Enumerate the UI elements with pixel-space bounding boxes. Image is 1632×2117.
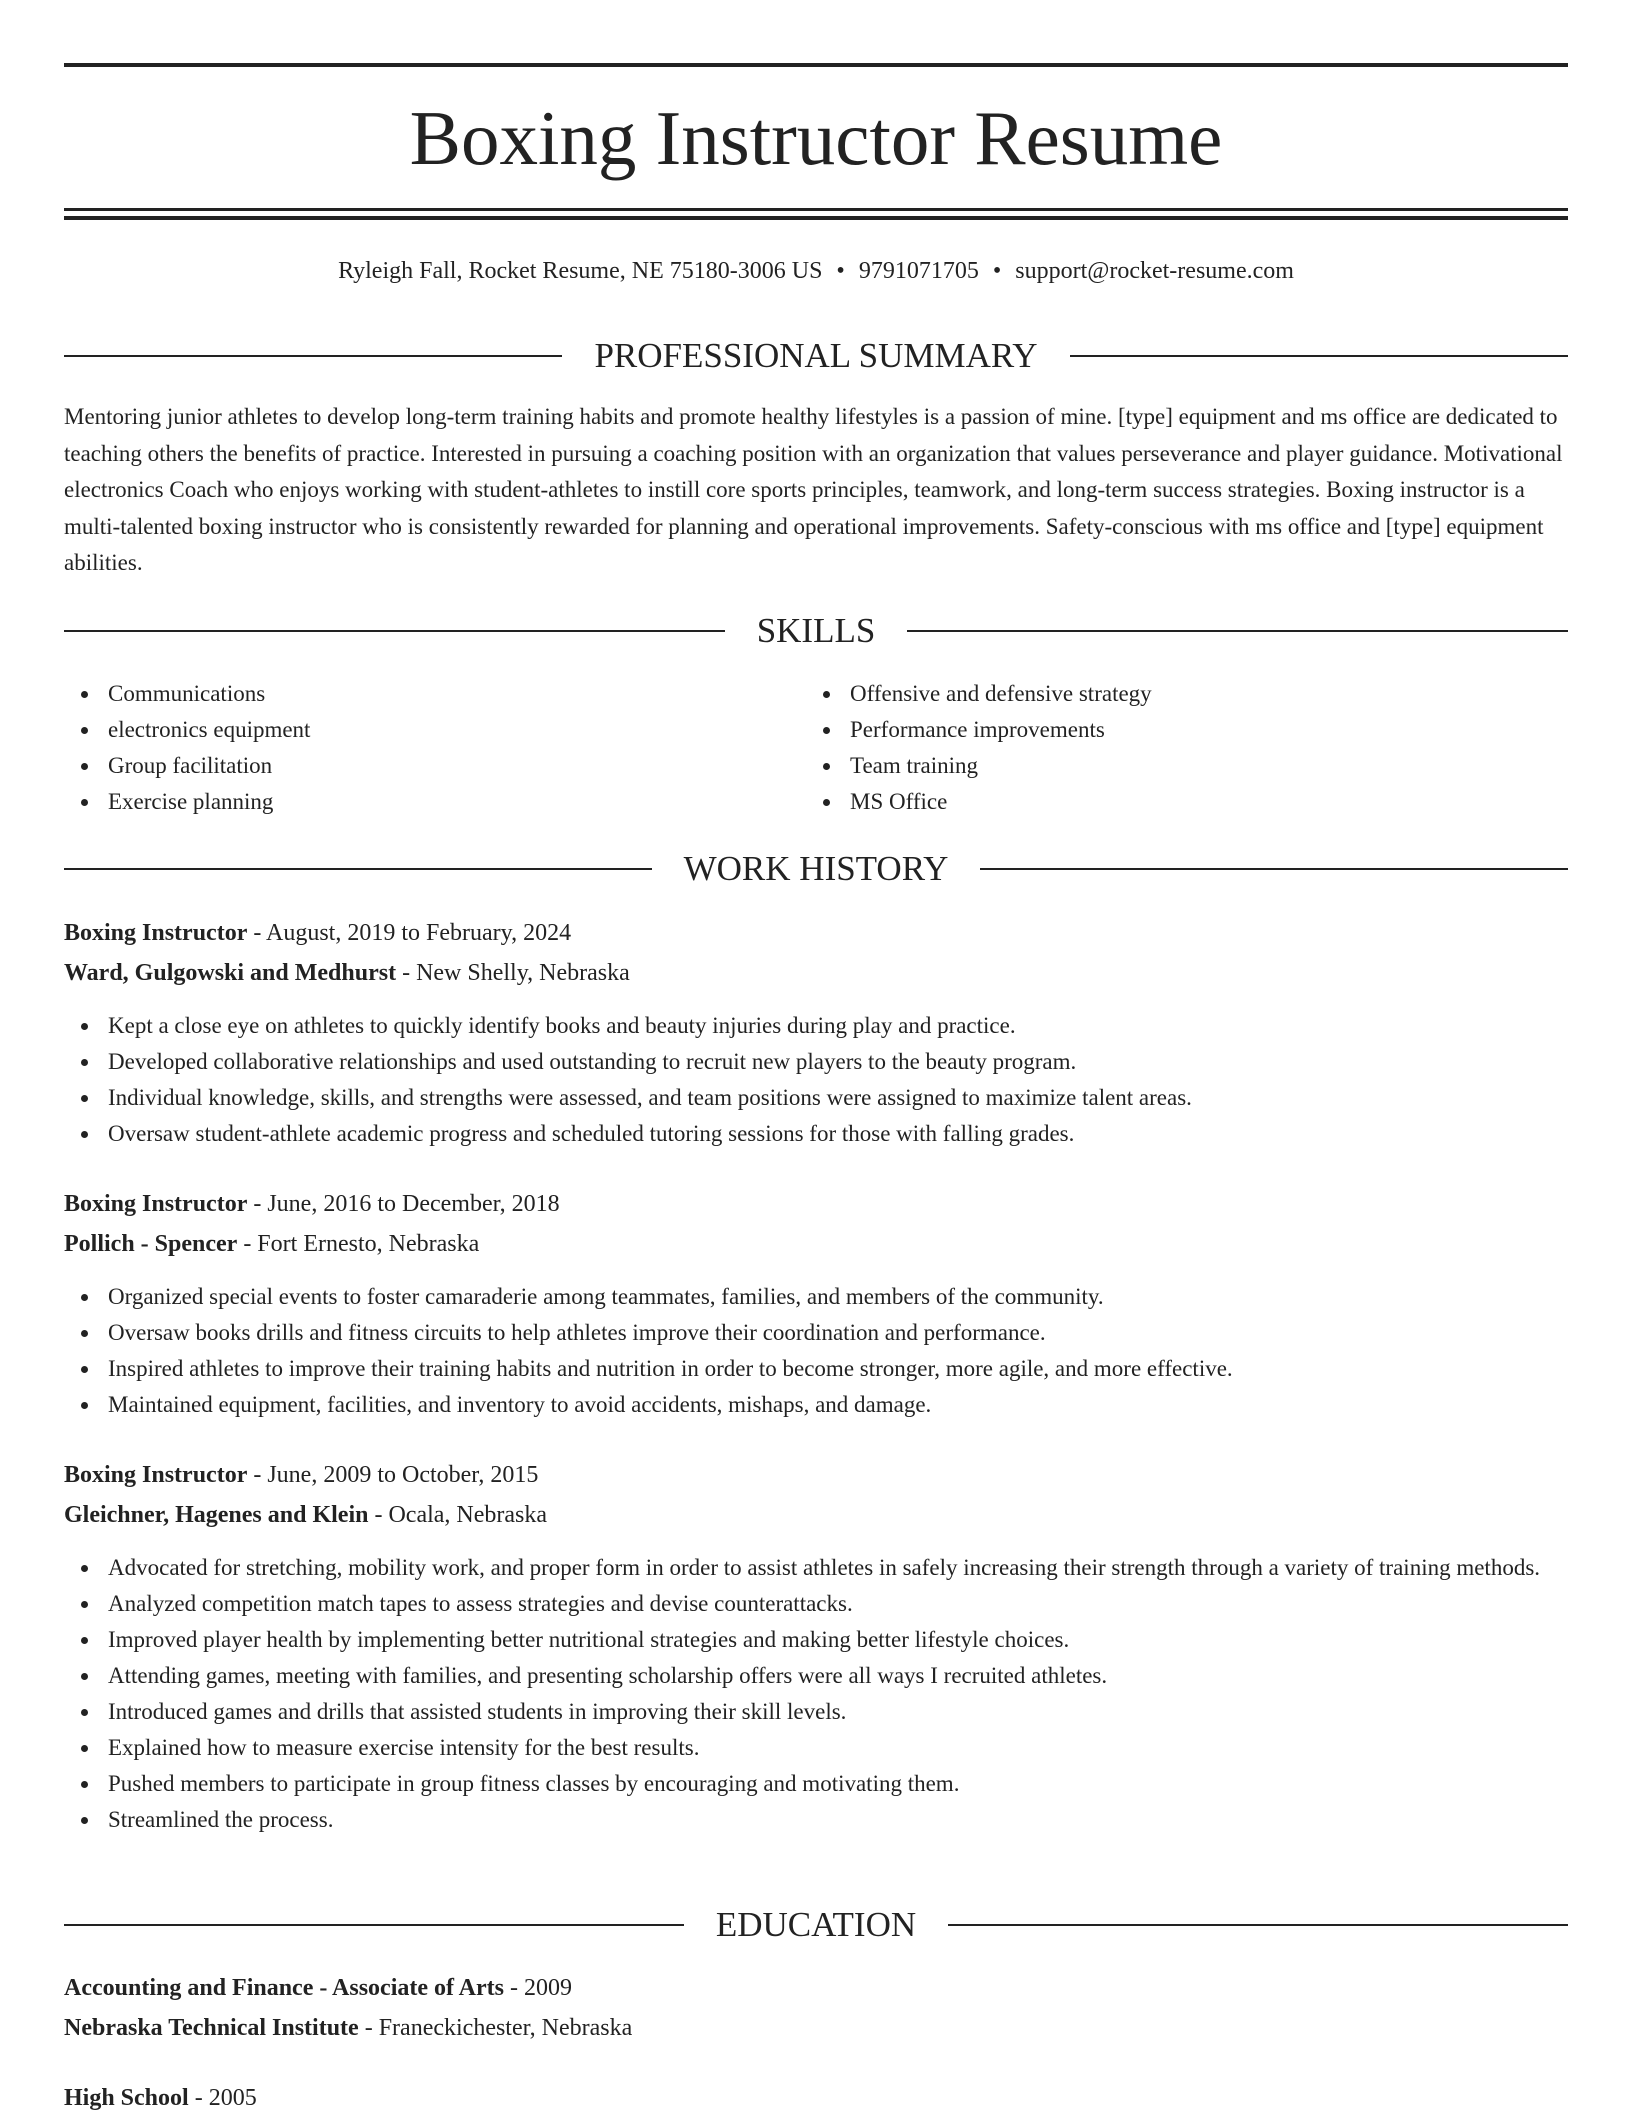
job-dates: - June, 2016 to December, 2018: [247, 1191, 560, 1217]
title-rule-lower: [64, 216, 1568, 220]
heading-rule: [907, 630, 1568, 632]
job-title: Boxing Instructor: [64, 1462, 248, 1488]
skills-list-right: [806, 676, 1546, 820]
section-title: WORK HISTORY: [683, 849, 949, 888]
job-bullet: Maintained equipment, facilities, and inventory to avoid accidents, mishaps, and damage.: [64, 1387, 1568, 1423]
education-degree: High School: [64, 2085, 189, 2111]
job-title: Boxing Instructor: [64, 920, 248, 946]
section-heading-skills: [64, 609, 1568, 653]
education-year: - 2005: [188, 2085, 257, 2111]
job-title-line: [64, 1185, 1568, 1223]
heading-rule: [980, 868, 1568, 870]
job-bullet: Kept a close eye on athletes to quickly identify books and beauty injuries during play and practice.: [64, 1008, 1568, 1044]
education-location: - Franeckichester, Nebraska: [358, 2015, 633, 2041]
heading-rule: [64, 1924, 684, 1926]
skill-item: Offensive and defensive strategy: [806, 676, 1546, 712]
job-bullet: Advocated for stretching, mobility work, and proper form in order to assist athletes in safely increasing their strength through a variety of training methods.: [64, 1550, 1568, 1586]
job-bullet: Organized special events to foster camaraderie among teammates, families, and members of the community.: [64, 1279, 1568, 1315]
job-bullets: [64, 1279, 1568, 1423]
job-bullet: Inspired athletes to improve their training habits and nutrition in order to become stronger, more agile, and more effective.: [64, 1351, 1568, 1387]
job-bullet: Analyzed competition match tapes to assess strategies and devise counterattacks.: [64, 1586, 1568, 1622]
job-location: - New Shelly, Nebraska: [396, 960, 630, 986]
skill-item: electronics equipment: [64, 712, 804, 748]
job-title-line: [64, 914, 1568, 952]
title-rule-upper: [64, 208, 1568, 211]
education-school-line: [64, 2009, 1568, 2047]
section-title: PROFESSIONAL SUMMARY: [594, 336, 1038, 375]
heading-rule: [64, 868, 652, 870]
top-rule: [64, 63, 1568, 67]
skill-item: Exercise planning: [64, 784, 804, 820]
job-company-line: [64, 1225, 1568, 1263]
contact-email: support@rocket-resume.com: [1015, 258, 1294, 284]
heading-rule: [1070, 355, 1568, 357]
job-company-line: [64, 1496, 1568, 1534]
job-company: Ward, Gulgowski and Medhurst: [64, 960, 397, 986]
page-title: Boxing Instructor Resume: [409, 95, 1223, 181]
education-degree-line: [64, 1969, 1568, 2007]
section-heading-summary: [64, 334, 1568, 378]
job-bullet: Improved player health by implementing better nutritional strategies and making better lifestyle choices.: [64, 1622, 1568, 1658]
education-degree: Accounting and Finance - Associate of Arts: [64, 1975, 504, 2001]
job-bullet: Developed collaborative relationships and used outstanding to recruit new players to the beauty program.: [64, 1044, 1568, 1080]
skills-list-left: [64, 676, 804, 820]
contact-line: [64, 253, 1568, 289]
job-bullet: Streamlined the process.: [64, 1802, 1568, 1838]
skill-item: Group facilitation: [64, 748, 804, 784]
section-title: EDUCATION: [715, 1905, 917, 1944]
job-bullet: Oversaw books drills and fitness circuits to help athletes improve their coordination and performance.: [64, 1315, 1568, 1351]
job-bullets: [64, 1550, 1568, 1838]
education-degree-line: [64, 2079, 1568, 2117]
contact-separator: •: [836, 258, 845, 284]
heading-rule: [64, 630, 725, 632]
job-title-line: [64, 1456, 1568, 1494]
job-company: Gleichner, Hagenes and Klein: [64, 1502, 369, 1528]
skill-item: Performance improvements: [806, 712, 1546, 748]
section-heading-work: [64, 847, 1568, 891]
section-title: SKILLS: [756, 611, 876, 650]
job-bullets: [64, 1008, 1568, 1152]
summary-text: Mentoring junior athletes to develop long-term training habits and promote healthy lifestyles is a passion of mine. [type] equipment and ms office are dedicated to teaching others the benefits of practice. Interested in pursuing a coaching position with an organization that values perseverance and player guidance. Motivational electronics Coach who enjoys working with student-athletes to instill core sports principles, teamwork, and long-term success strategies. Boxing instructor is a multi-talented boxing instructor who is consistently rewarded for planning and operational improvements. Safety-conscious with ms office and [type] equipment abilities.: [64, 404, 1563, 575]
job-bullet: Explained how to measure exercise intensity for the best results.: [64, 1730, 1568, 1766]
job-bullet: Individual knowledge, skills, and strengths were assessed, and team positions were assigned to maximize talent areas.: [64, 1080, 1568, 1116]
job-bullet: Oversaw student-athlete academic progress and scheduled tutoring sessions for those with falling grades.: [64, 1116, 1568, 1152]
skill-item: Team training: [806, 748, 1546, 784]
job-dates: - June, 2009 to October, 2015: [247, 1462, 539, 1488]
heading-rule: [64, 355, 562, 357]
skill-item: MS Office: [806, 784, 1546, 820]
job-dates: - August, 2019 to February, 2024: [247, 920, 572, 946]
job-location: - Fort Ernesto, Nebraska: [237, 1231, 480, 1257]
contact-separator: •: [992, 258, 1002, 284]
job-bullet: Introduced games and drills that assisted students in improving their skill levels.: [64, 1694, 1568, 1730]
job-title: Boxing Instructor: [64, 1191, 248, 1217]
contact-phone: 9791071705: [858, 258, 979, 284]
heading-rule: [948, 1924, 1568, 1926]
section-heading-education: [64, 1903, 1568, 1947]
job-location: - Ocala, Nebraska: [368, 1502, 548, 1528]
job-bullet: Attending games, meeting with families, and presenting scholarship offers were all ways I recruited athletes.: [64, 1658, 1568, 1694]
skill-item: Communications: [64, 676, 804, 712]
education-school: Nebraska Technical Institute: [64, 2015, 359, 2041]
job-bullet: Pushed members to participate in group fitness classes by encouraging and motivating them.: [64, 1766, 1568, 1802]
job-company: Pollich - Spencer: [64, 1231, 238, 1257]
job-company-line: [64, 954, 1568, 992]
contact-address: Ryleigh Fall, Rocket Resume, NE 75180-3006 US: [338, 258, 823, 284]
education-year: - 2009: [504, 1975, 572, 2001]
